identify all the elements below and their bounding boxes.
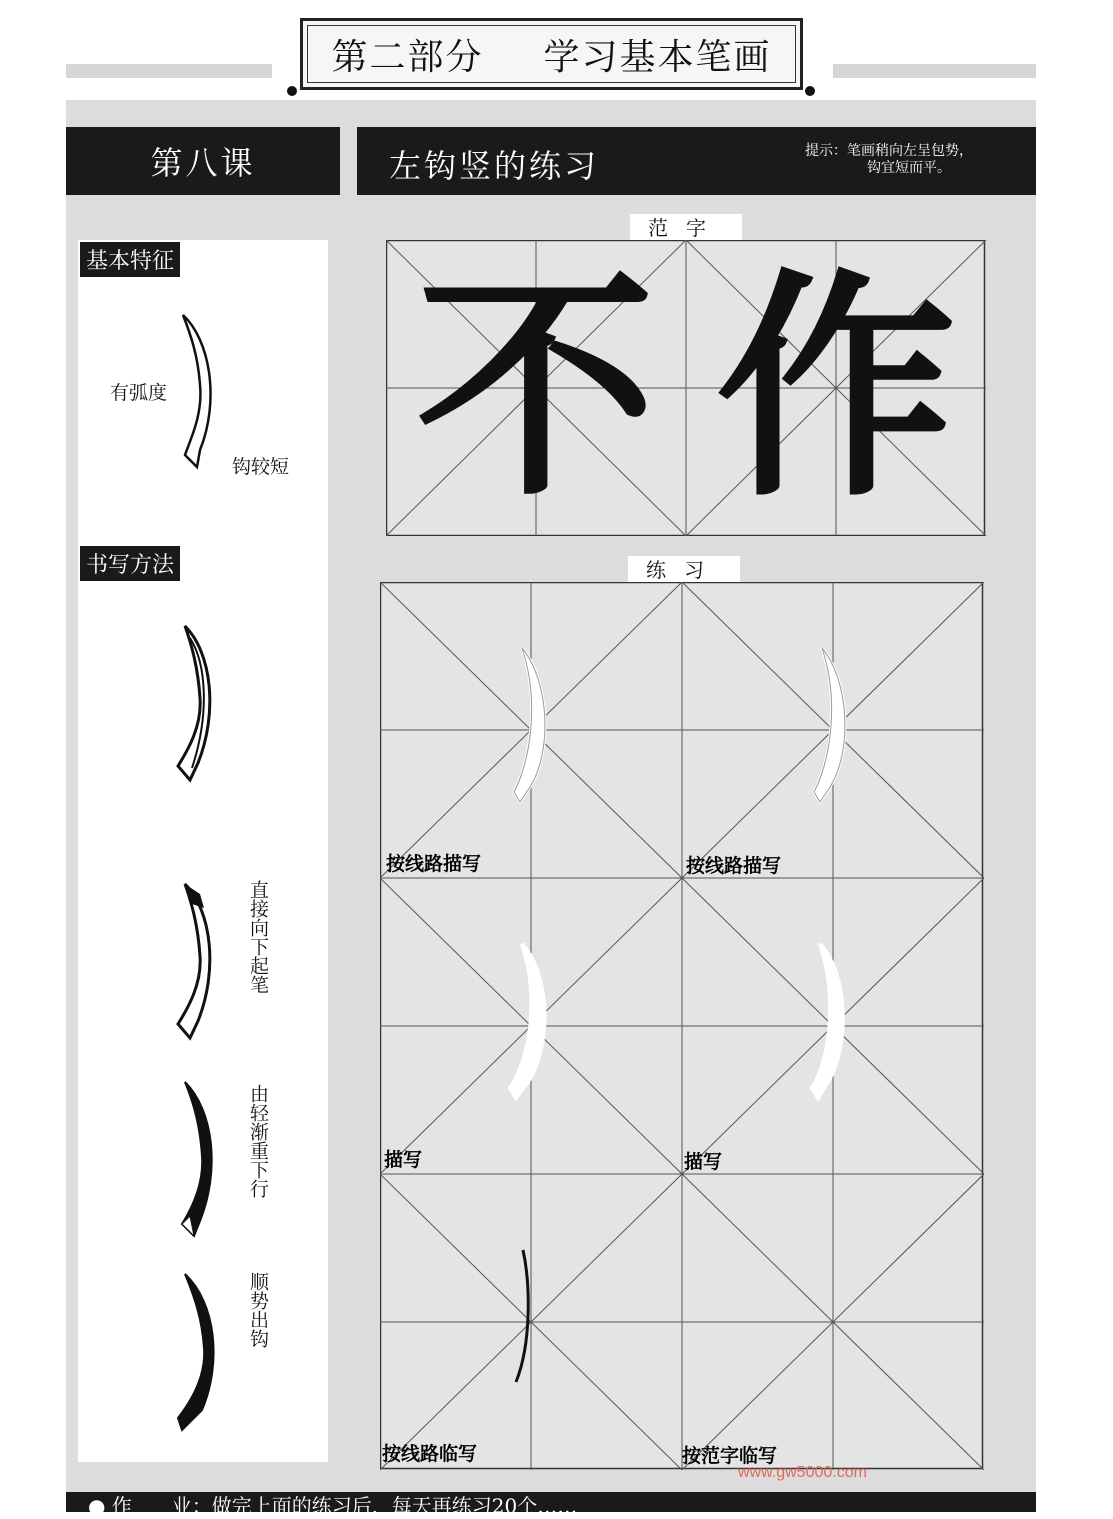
lesson-title-bar <box>357 127 1036 195</box>
part-label: 第二部分 <box>331 36 484 78</box>
footer-text: ● 作 业：做完上面的练习后，每天再练习20个…… <box>88 1494 578 1518</box>
hook-label: 钩较短 <box>232 456 290 478</box>
arc-label: 有弧度 <box>110 382 168 404</box>
hook-step2-icon <box>170 1076 230 1246</box>
practice-cell-label-4: 描写 <box>684 1151 723 1173</box>
practice-tab: 练习 <box>628 556 740 584</box>
lesson-hint <box>805 143 973 177</box>
lesson-number-bar <box>66 127 340 195</box>
practice-cell-label-6: 按范字临写 <box>682 1445 778 1467</box>
title-dot-left <box>287 86 297 96</box>
practice-cell-label-1: 按线路描写 <box>386 853 482 875</box>
practice-cell-label-3: 描写 <box>384 1149 423 1171</box>
step1-text: 直接向下起笔 <box>247 880 269 994</box>
practice-cell-label-5: 按线路临写 <box>382 1443 478 1465</box>
hint-label: 提示： <box>805 143 847 159</box>
hook-step1-icon <box>170 876 230 1046</box>
features-heading: 基本特征 <box>80 242 180 277</box>
lesson-title: 左钩竖的练习 <box>389 147 600 185</box>
step2-text: 由轻渐重下行 <box>247 1084 269 1198</box>
footer-bar <box>66 1492 1036 1518</box>
hook-step3-icon <box>170 1268 230 1438</box>
header-band-left <box>66 64 272 78</box>
example-grid <box>386 240 986 536</box>
section-title-box <box>300 18 803 90</box>
header-band-right <box>833 64 1036 78</box>
practice-cell-label-2: 按线路描写 <box>686 855 782 877</box>
hint-line1: 笔画稍向左呈包势， <box>847 143 973 159</box>
example-char-2: 作 <box>715 247 957 529</box>
example-char-1: 不 <box>415 247 657 529</box>
hook-stroke-diagram-icon <box>170 305 230 475</box>
hook-stroke-outline-icon <box>170 618 230 788</box>
practice-grid <box>380 582 984 1470</box>
title-dot-right <box>805 86 815 96</box>
step3-text: 顺势出钩 <box>247 1272 269 1348</box>
watermark: www.gw5000.com <box>738 1464 867 1481</box>
section-title: 学习基本笔画 <box>543 36 772 78</box>
example-tab: 范字 <box>630 214 742 242</box>
hint-line2: 钩宜短而平。 <box>867 160 951 176</box>
lesson-number: 第八课 <box>150 144 256 182</box>
method-heading: 书写方法 <box>80 546 180 581</box>
